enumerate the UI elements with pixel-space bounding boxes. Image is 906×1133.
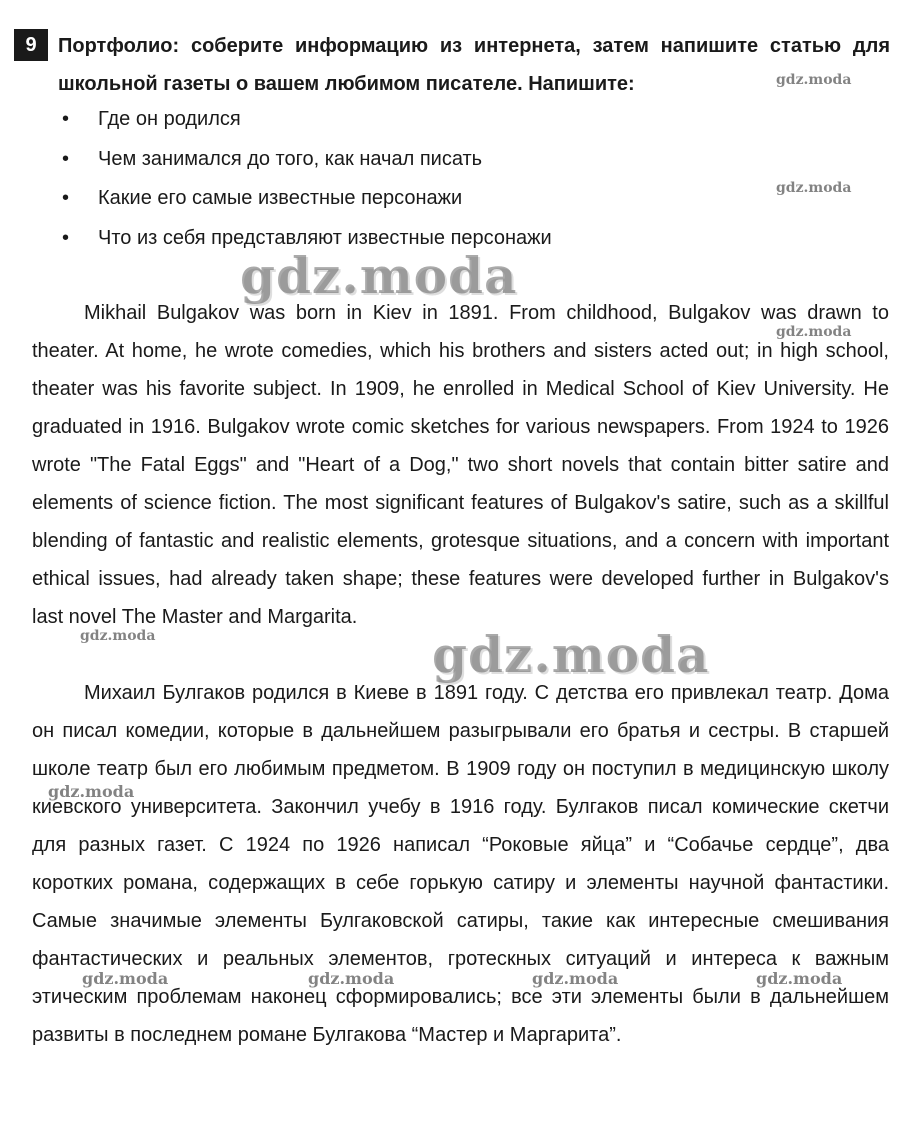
watermark-small: gdz.moda [776,180,852,196]
task-number-badge: 9 [14,29,48,61]
bullet-text: Где он родился [98,108,241,130]
watermark-large: gdz.moda [432,625,710,684]
watermark-small: gdz.moda [308,969,395,988]
watermark-small: gdz.moda [776,72,852,88]
bullet-text: Какие его самые известные персонажи [98,187,463,209]
task-instruction: Портфолио: соберите информацию из интернета, затем напишите статью для школьной газеты о вашем любимом писателе. Напишите: [58,35,890,95]
bullet-text: Чем занимался до того, как начал писать [98,147,483,170]
watermark-small: gdz.moda [48,782,135,801]
watermark-small: gdz.moda [80,628,156,644]
russian-paragraph: Михаил Булгаков родился в Киеве в 1891 году. С детства его привлекал театр. Дома он писал комедии, которые в дальнейшем разыгрывали его братья и сестры. В старшей школе театр был его любимым предметом. В 1909 году он поступил в медицинскую школу киевского университета. Закончил учебу в 1916 году. Булгаков писал комические скетчи для разных газет. С 1924 по 1926 написал “Роковые яйца” и “Собачье сердце”, два коротких романа, содержащих в себе горькую сатиру и элементы научной фантастики. Самые значимые элементы Булгаковской сатиры, такие как интересные смешивания фантастических и реальных элементов, гротескных ситуаций и интереса к важным этическим проблемам наконец сформировались; все эти элементы были в дальнейшем развиты в последнем романе Булгакова “Мастер и Маргарита”. [32,682,889,1046]
bullet-text: Что из себя представляют известные персонажи [98,226,552,249]
bullet-icon: • [62,187,70,209]
watermark-small: gdz.moda [532,969,619,988]
watermark-small: gdz.moda [776,324,852,340]
bullet-icon: • [62,226,70,249]
bullet-icon: • [62,147,70,170]
watermark-small: gdz.moda [82,969,169,988]
english-paragraph: Mikhail Bulgakov was born in Kiev in 1891. From childhood, Bulgakov was drawn to theater. At home, he wrote comedies, which his brothers and sisters acted out; in high school, theater was his favorite subject. In 1909, he enrolled in Medical School of Kiev University. He graduated in 1916. Bulgakov wrote comic sketches for various newspapers. From 1924 to 1926 wrote "The Fatal Eggs" and "Heart of a Dog," two short novels that contain bitter satire and elements of science fiction. The most significant features of Bulgakov's satire, such as a skillful blending of fantastic and realistic elements, grotesque situations, and a concern with important ethical issues, had already taken shape; these features were developed further in Bulgakov's last novel The Master and Margarita. [32,302,889,628]
bullet-icon: • [62,108,70,130]
watermark-small: gdz.moda [756,969,843,988]
watermark-large: gdz.moda [240,246,518,305]
